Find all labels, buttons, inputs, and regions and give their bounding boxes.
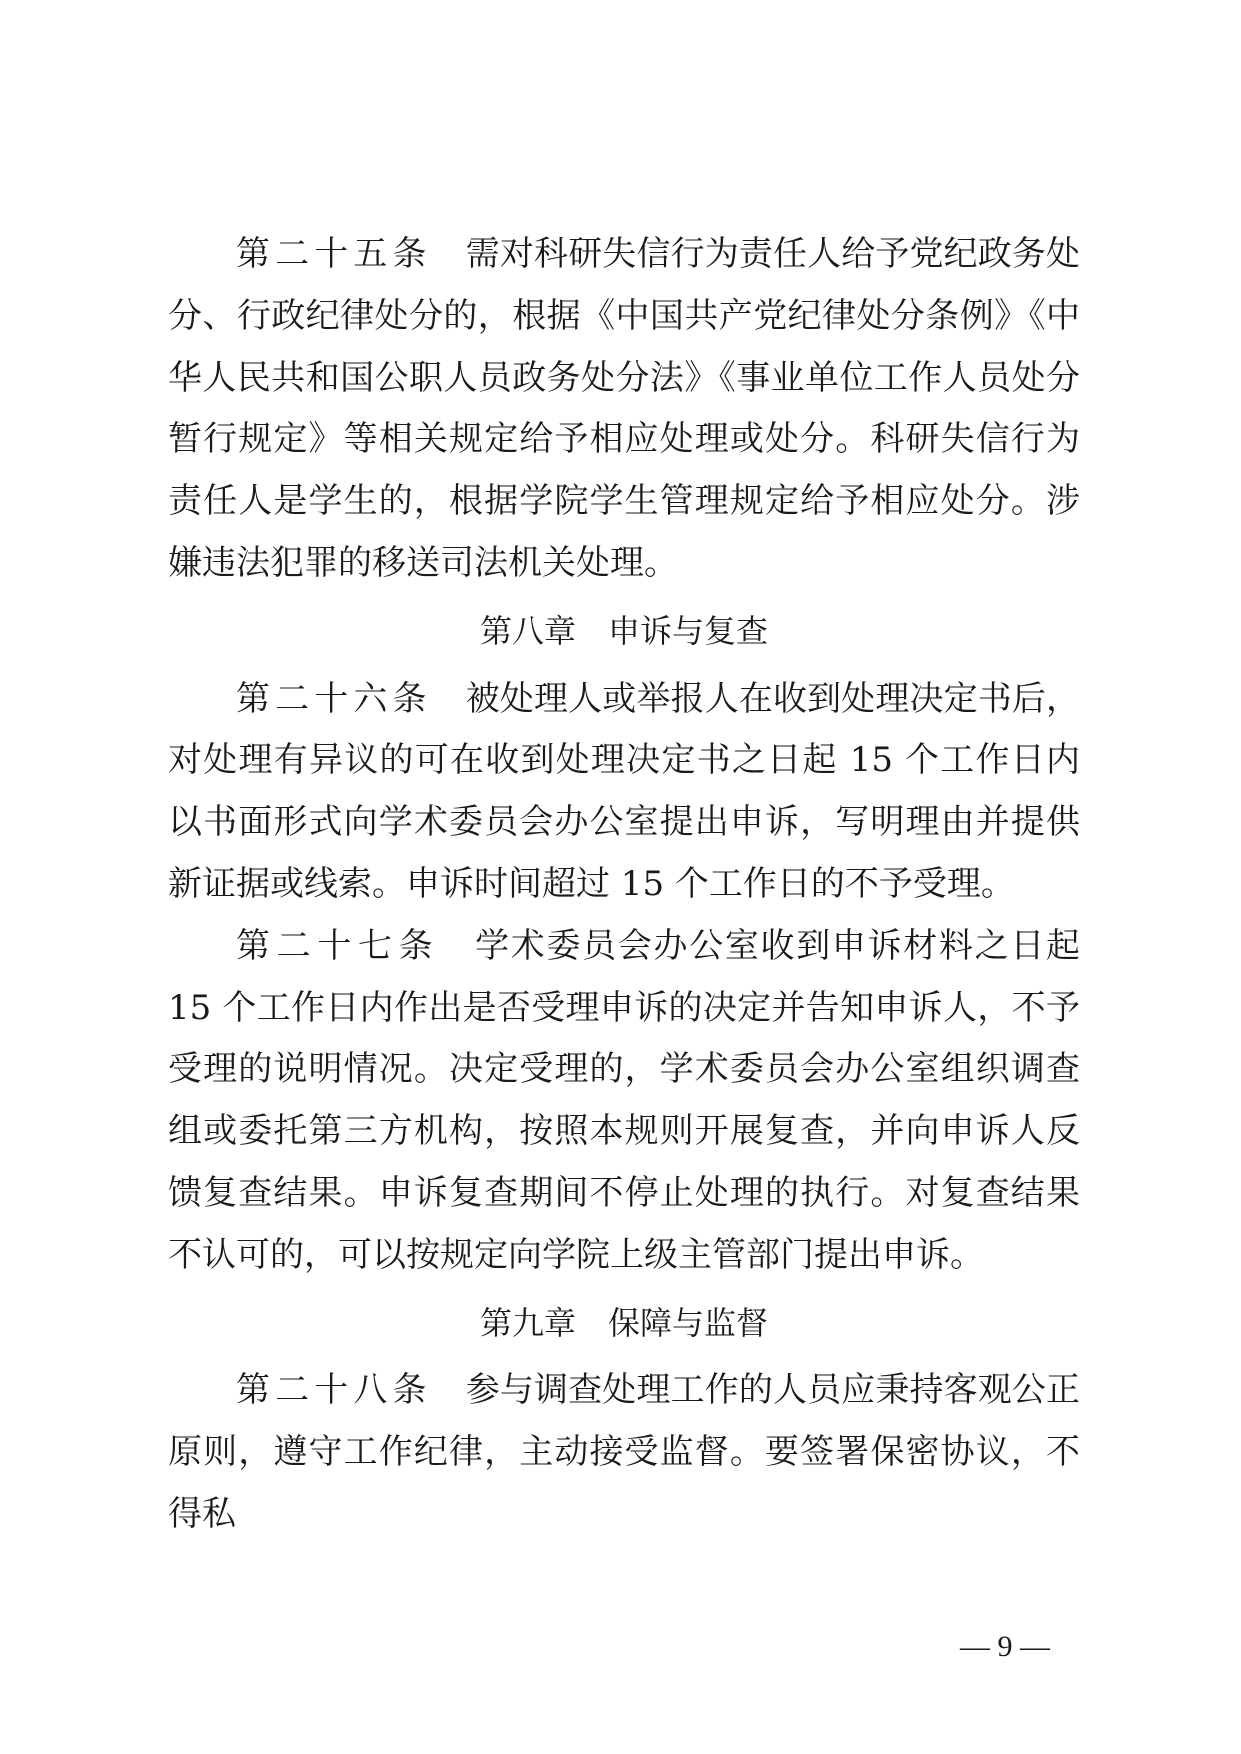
article-text: 被处理人或举报人在收到处理决定书后，对处理有异议的可在收到处理决定书之日起 15 个工作日内以书面形式向学术委员会办公室提出申诉，写明理由并提供新证据或线索。申诉时间超过 15 个工作日的不予受理。 <box>168 678 1081 904</box>
chapter-8-heading <box>168 601 1080 663</box>
article-label: 第二十五条 <box>236 234 432 274</box>
chapter-label: 第九章 <box>479 1303 576 1342</box>
article-label: 第二十八条 <box>236 1370 432 1411</box>
article-26 <box>168 669 1080 916</box>
chapter-title: 申诉与复查 <box>608 611 769 650</box>
article-text: 学术委员会办公室收到申诉材料之日起 15 个工作日内作出是否受理申诉的决定并告知申诉人，不予受理的说明情况。决定受理的，学术委员会办公室组织调查组或委托第三方机构，按照本规则开展复查，并向申诉人反馈复查结果。申诉复查期间不停止处理的执行。对复查结果不认可的，可以按规定向学院上级主管部门提出申诉。 <box>168 925 1081 1275</box>
page-number: — 9 — <box>960 1630 1050 1663</box>
chapter-9-heading <box>168 1293 1080 1355</box>
article-label: 第二十七条 <box>236 925 440 966</box>
chapter-label: 第八章 <box>479 611 576 650</box>
document-body <box>168 224 1080 1546</box>
article-25 <box>168 224 1080 595</box>
article-text: 需对科研失信行为责任人给予党纪政务处分、行政纪律处分的，根据《中国共产党纪律处分条例》《中华人民共和国公职人员政务处分法》《事业单位工作人员处分暂行规定》等相关规定给予相应处理或处分。科研失信行为责任人是学生的，根据学院学生管理规定给予相应处分。涉嫌违法犯罪的移送司法机关处理。 <box>168 234 1081 583</box>
article-27 <box>168 916 1080 1287</box>
article-label: 第二十六条 <box>236 678 432 719</box>
article-28 <box>168 1360 1080 1545</box>
chapter-title: 保障与监督 <box>608 1303 769 1342</box>
article-text: 参与调查处理工作的人员应秉持客观公正原则，遵守工作纪律，主动接受监督。要签署保密协议，不得私 <box>168 1370 1081 1534</box>
